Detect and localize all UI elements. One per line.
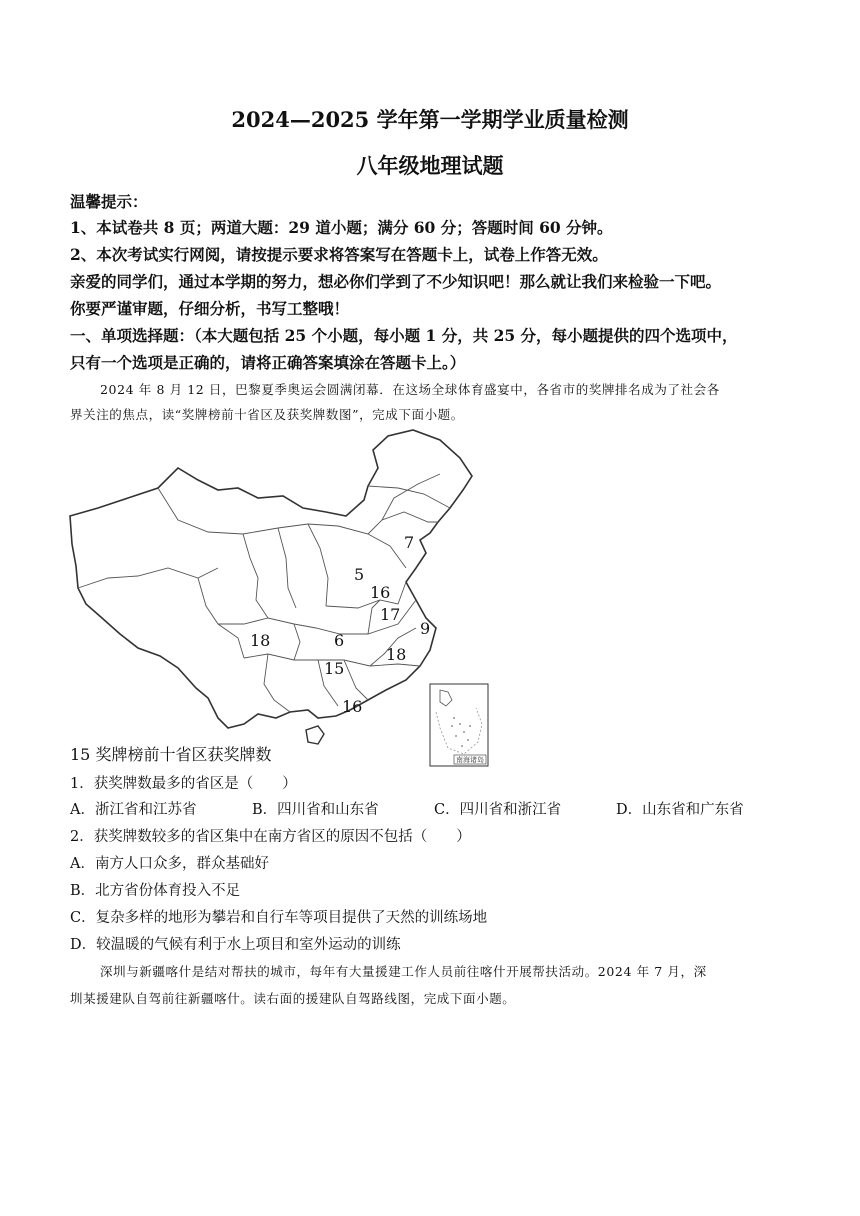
exam-title: 2024—2025 学年第一学期学业质量检测	[231, 107, 629, 132]
map-label: 9	[420, 619, 431, 638]
question-1-option-a[interactable]: A．浙江省和江苏省	[70, 802, 197, 818]
question-2-option-d[interactable]: D．较温暖的气候有利于水上项目和室外运动的训练	[70, 937, 401, 953]
notice-line-2: 2、本次考试实行网阅，请按提示要求将答案写在答题卡上，试卷上作答无效。	[70, 245, 608, 264]
question-2-stem: 2．获奖牌数较多的省区集中在南方省区的原因不包括（ ）	[70, 829, 471, 845]
question-2-option-b[interactable]: B．北方省份体育投入不足	[70, 883, 241, 899]
province-boundaries	[78, 474, 450, 712]
notice-heading: 温馨提示：	[70, 192, 148, 211]
passage-1-line-1: 2024 年 8 月 12 日，巴黎夏季奥运会圆满闭幕．在这场全球体育盛宴中，各省市的奖牌排名成为了社会各	[100, 382, 720, 397]
notice-line-4: 你要严谨审题，仔细分析，书写工整哦！	[70, 299, 350, 318]
notice-line-1: 1、本试卷共 8 页；两道大题：29 道小题；满分 60 分；答题时间 60 分钟。	[70, 218, 613, 237]
passage-2-line-1: 深圳与新疆喀什是结对帮扶的城市，每年有大量援建工作人员前往喀什开展帮扶活动。2024 年 7 月，深	[100, 964, 707, 979]
question-1-stem: 1．获奖牌数最多的省区是（ ）	[70, 776, 297, 792]
question-1-option-c[interactable]: C．四川省和浙江省	[434, 802, 562, 818]
map-caption: 15 奖牌榜前十省区获奖牌数	[70, 745, 272, 764]
map-label: 6	[334, 631, 345, 650]
map-label: 5	[354, 565, 365, 584]
map-label: 18	[386, 645, 407, 664]
question-1-option-d[interactable]: D．山东省和广东省	[616, 802, 744, 818]
map-label: 15	[324, 659, 345, 678]
question-2-option-a[interactable]: A．南方人口众多，群众基础好	[70, 856, 269, 872]
south-china-sea-inset	[430, 684, 488, 766]
china-medal-map	[68, 428, 498, 768]
question-1-option-b[interactable]: B．四川省和山东省	[252, 802, 379, 818]
question-2-option-c[interactable]: C．复杂多样的地形为攀岩和自行车等项目提供了天然的训练场地	[70, 910, 488, 926]
map-label: 18	[250, 631, 271, 650]
section-heading-line-1: 一、单项选择题：（本大题包括 25 个小题，每小题 1 分，共 25 分，每小题提供的四个选项中，	[70, 326, 738, 345]
passage-2-line-2: 圳某援建队自驾前往新疆喀什。读右面的援建队自驾路线图，完成下面小题。	[70, 991, 516, 1006]
hainan-island	[306, 726, 324, 744]
notice-line-3: 亲爱的同学们，通过本学期的努力，想必你们学到了不少知识吧！那么就让我们来检验一下吧。	[70, 272, 722, 291]
map-label: 7	[404, 533, 415, 552]
section-heading-line-2: 只有一个选项是正确的，请将正确答案填涂在答题卡上。）	[70, 353, 466, 372]
map-label: 17	[380, 605, 401, 624]
china-outline	[70, 430, 472, 728]
passage-1-line-2: 界关注的焦点，读“奖牌榜前十省区及获奖牌数图”，完成下面小题。	[70, 407, 464, 422]
inset-label: 南海诸岛	[456, 756, 484, 764]
map-label: 16	[342, 697, 363, 716]
exam-subtitle: 八年级地理试题	[356, 153, 504, 178]
map-label: 16	[370, 583, 391, 602]
